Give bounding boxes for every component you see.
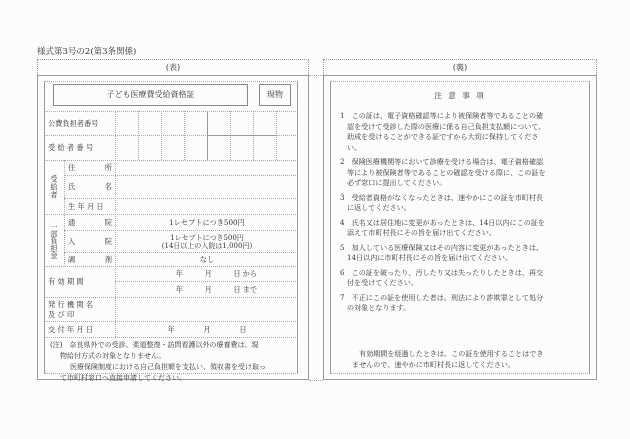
notice-line: 認を受けて受診した際の医療に係る自己負担支払額について、 bbox=[347, 121, 546, 131]
notice-item bbox=[340, 157, 586, 189]
notice-line: 等により被保険者等であることの確認を受ける際に、この証を bbox=[347, 167, 546, 177]
label-copay-group: 一部負担金 bbox=[50, 222, 59, 259]
notice-heading: 注 意 事 項 bbox=[434, 91, 486, 100]
label-text: 院 bbox=[104, 236, 112, 246]
value-outpatient: 1レセプトにつき500円 bbox=[169, 217, 245, 227]
value-text: 1レセプトにつき500円 bbox=[170, 233, 244, 242]
label-pharmacy bbox=[68, 253, 112, 266]
notice-line: 必ず窓口に提出してください。 bbox=[347, 178, 447, 187]
label-outpatient bbox=[68, 215, 112, 230]
value-pharmacy: なし bbox=[199, 254, 215, 264]
label-text: 有 効 期 間 bbox=[48, 277, 84, 286]
footer-text: ませんので、速やかに市町村長に返してください。 bbox=[352, 359, 516, 369]
label-issuer bbox=[48, 300, 112, 320]
grid-line bbox=[161, 111, 162, 160]
label-name bbox=[68, 176, 112, 198]
value-text: (14日以上の入院は1,000円) bbox=[161, 241, 253, 250]
label-validity bbox=[48, 267, 112, 297]
certificate-title: 子ども医療費受給資格証 bbox=[53, 84, 248, 106]
notice-line: 5 加入している医療保険又はその内容に変更があったときは、 bbox=[340, 242, 544, 252]
grid-line bbox=[44, 297, 298, 298]
notice-line: 2 保険医療機関等において診療を受ける場合は、電子資格確認 bbox=[340, 157, 544, 166]
notice-line: 14日以内に市町村長にその旨を届け出てください。 bbox=[347, 253, 513, 262]
value-validity-to: 年 月 日 まで bbox=[175, 284, 258, 294]
notice-line: に返してください。 bbox=[347, 203, 411, 212]
divider bbox=[309, 380, 323, 381]
notice-item bbox=[340, 243, 586, 264]
grid-line bbox=[138, 111, 139, 160]
label-text: 調 bbox=[68, 254, 76, 264]
grid-line bbox=[44, 337, 298, 338]
notice-line: 7 不正にこの証を使用した者は、刑法により詐欺罪として処分 bbox=[340, 292, 544, 302]
grid-line bbox=[184, 111, 185, 160]
grid-line bbox=[207, 135, 276, 136]
notice-line: の対象となります。 bbox=[347, 303, 411, 312]
label-text: 住 bbox=[68, 163, 76, 172]
label-text: 交 付 年 月 日 bbox=[48, 324, 94, 334]
footer-text: 有効期間を経過したときは、この証を使用することはでき bbox=[359, 349, 544, 358]
label-text: 剤 bbox=[104, 254, 112, 264]
label-text: 院 bbox=[104, 217, 112, 227]
value-validity-from: 年 月 日 から bbox=[175, 269, 258, 279]
notice-line: 付を受けてください。 bbox=[347, 278, 418, 287]
value-issue-date: 年 月 日 bbox=[167, 324, 247, 334]
label-text: 氏 bbox=[68, 182, 76, 191]
benefit-type-badge: 現物 bbox=[259, 84, 291, 106]
label-issue-date bbox=[48, 322, 112, 337]
note-text: 医療保険制度における自己負担額を支払い、領収書を受け取っ bbox=[70, 363, 266, 371]
label-text: 及 び 印 bbox=[48, 310, 75, 319]
notice-line: 1 この証は、電子資格確認等により被保険者等であることの確 bbox=[340, 111, 544, 120]
note-text: 物給付方式の対象となりません。 bbox=[60, 352, 166, 360]
notice-line: 添えて市町村長にその旨を届け出てください。 bbox=[347, 228, 496, 237]
label-text: 受 給 者 番 号 bbox=[48, 143, 94, 152]
value-inpatient bbox=[116, 231, 298, 252]
label-text: 通 bbox=[68, 217, 76, 227]
notice-list bbox=[340, 111, 586, 318]
notice-line: 4 氏名又は居住地に変更があったときは、14日以内にこの証を bbox=[340, 217, 545, 227]
notice-item bbox=[340, 218, 586, 239]
front-note bbox=[50, 340, 296, 384]
label-address bbox=[68, 161, 112, 175]
label-text: 発 行 機 関 名 bbox=[48, 300, 94, 309]
front-side-label: (表) bbox=[165, 63, 181, 72]
label-recipient-group: 受給者 bbox=[50, 175, 59, 200]
notice-item bbox=[340, 193, 586, 214]
form-number: 様式第3号の2(第3条関係) bbox=[37, 47, 137, 57]
notice-item bbox=[340, 268, 586, 289]
label-text: 公費負担者番号 bbox=[48, 118, 99, 128]
notice-item bbox=[340, 293, 586, 314]
label-recipient-number bbox=[48, 136, 112, 160]
label-public-payer-number bbox=[48, 112, 112, 135]
notice-item bbox=[340, 111, 586, 153]
notice-line: 3 受給者資格がなくなったときは、速やかにこの証を市町村長 bbox=[340, 192, 544, 202]
back-side-label: (裏) bbox=[452, 63, 468, 72]
divider bbox=[309, 75, 323, 76]
notice-line: 助成を受けることができる証ですから大切に保持してくださ bbox=[347, 132, 539, 141]
grid-line bbox=[276, 111, 277, 160]
back-footer bbox=[352, 349, 588, 370]
note-text: (注) 奈良県外での受診、柔道整復・訪問看護以外の療養費は、現 bbox=[50, 341, 259, 349]
label-text: 入 bbox=[68, 236, 76, 246]
notice-line: 6 この証を破ったり、汚したり又は失ったりしたときは、再交 bbox=[340, 267, 544, 277]
notice-line: い。 bbox=[347, 142, 362, 152]
label-text: 所 bbox=[104, 163, 112, 172]
label-birthdate bbox=[68, 199, 112, 214]
note-text: て市町村窓口へ直接申請してください。 bbox=[60, 374, 186, 382]
grid-line bbox=[64, 160, 65, 266]
label-inpatient bbox=[68, 231, 112, 252]
label-text: 生 年 月 日 bbox=[68, 201, 104, 211]
label-text: 名 bbox=[104, 182, 112, 191]
front-side-header bbox=[37, 59, 309, 75]
back-side-header bbox=[323, 59, 597, 75]
